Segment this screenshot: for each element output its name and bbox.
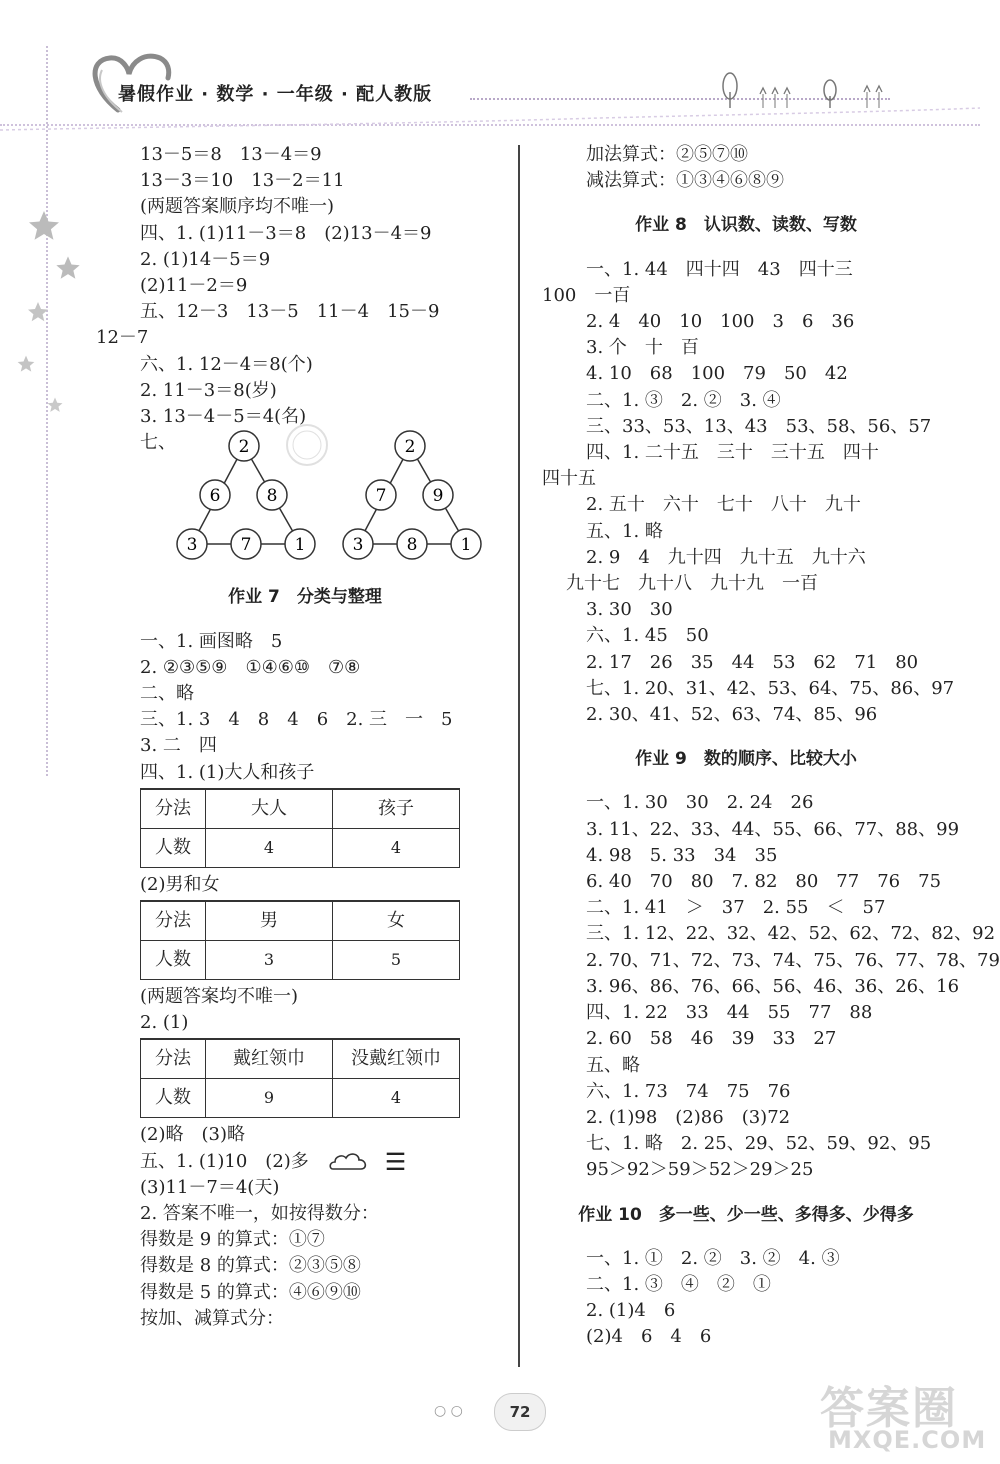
answer-line: (两题答案顺序均不唯一) <box>140 196 335 218</box>
stamp-watermark-icon <box>282 420 332 470</box>
answer-line: 4. 98 5. 33 34 35 <box>586 844 778 866</box>
triangle-number: 8 <box>406 535 418 556</box>
answer-line: 2. 70、71、72、73、74、75、76、77、78、79 <box>586 949 1000 971</box>
table-cell: 4 <box>333 828 460 867</box>
watermark-logo: 答案圈 <box>820 1383 958 1434</box>
triangle-number: 2 <box>404 437 416 458</box>
answer-line: 七、1. 20、31、42、53、64、75、86、97 <box>586 677 955 699</box>
plant-decoration-icon <box>716 70 896 110</box>
answer-line: 七、 <box>140 432 176 454</box>
answer-text: 五、1. (1)10 (2)多 <box>140 1150 309 1172</box>
hw9-answers <box>586 790 1000 1183</box>
answer-line: 2. 4 40 10 100 3 6 36 <box>586 311 855 333</box>
answer-line: 6. 40 70 80 7. 82 80 77 76 75 <box>586 871 942 893</box>
answer-line: 3. 11、22、33、44、55、66、77、88、99 <box>586 818 960 840</box>
answer-line: 3. 96、86、76、66、56、46、36、26、16 <box>586 975 960 997</box>
table-cell: 分法 <box>141 1039 206 1079</box>
answer-line: (2)4 6 4 6 <box>586 1326 712 1348</box>
answer-line: 四十五 <box>542 468 596 490</box>
section-title-hw7: 作业 7 分类与整理 <box>228 587 382 608</box>
answer-line: 4. 10 68 100 79 50 42 <box>586 363 848 385</box>
table-cell: 人数 <box>141 828 206 867</box>
answer-line: 二、略 <box>140 683 194 705</box>
table-cell: 4 <box>333 1079 460 1118</box>
triangle-number: 1 <box>294 535 306 556</box>
answer-line: 2. (1)98 (2)86 (3)72 <box>586 1106 791 1128</box>
answer-line: 3. 个 十 百 <box>586 337 699 359</box>
star-icon <box>16 354 36 374</box>
answer-line: 2. 17 26 35 44 53 62 71 80 <box>586 651 919 673</box>
answer-line: 2. 11－3＝8(岁) <box>140 379 277 401</box>
answer-line: 13－5＝8 13－4＝9 <box>140 144 322 165</box>
answer-line: 95＞92＞59＞52＞29＞25 <box>586 1159 814 1181</box>
triangle-number: 6 <box>209 486 221 507</box>
answer-line: 六、1. 12－4＝8(个) <box>140 353 313 375</box>
answer-line: 二、1. ③ 2. ② 3. ④ <box>586 389 781 411</box>
triangle-number: 3 <box>186 535 198 556</box>
answer-line: 六、1. 45 50 <box>586 625 709 647</box>
left-column <box>96 142 510 1332</box>
classification-table-2 <box>140 900 460 980</box>
answer-line: (2)11－2＝9 <box>140 275 248 297</box>
answer-line: 2. 五十 六十 七十 八十 九十 <box>586 494 861 516</box>
hw10-answers <box>586 1246 966 1351</box>
triangle-number: 3 <box>352 535 364 556</box>
table-cell: 人数 <box>141 1079 206 1118</box>
answer-line: 一、1. 30 30 2. 24 26 <box>586 792 814 814</box>
answer-line: 一、1. ① 2. ② 3. ② 4. ③ <box>586 1247 840 1269</box>
table-cell: 9 <box>206 1079 333 1118</box>
table-cell: 戴红领巾 <box>206 1039 333 1079</box>
classification-table-1 <box>140 788 460 868</box>
answer-line: 七、1. 略 2. 25、29、52、59、92、95 <box>586 1133 932 1155</box>
table-cell: 4 <box>206 828 333 867</box>
answer-line: 得数是 9 的算式：①⑦ <box>140 1229 325 1251</box>
answer-line: 3. 30 30 <box>586 599 673 621</box>
table-cell: 大人 <box>206 789 333 829</box>
right-column <box>542 142 1000 1351</box>
answer-line: (2)略 (3)略 <box>140 1124 245 1146</box>
answer-line: 五、12－3 13－5 11－4 15－9 <box>140 301 440 323</box>
triangle-2 <box>343 431 481 559</box>
weather-answer-line <box>140 1149 510 1175</box>
answer-line: 四、1. 二十五 三十 三十五 四十 <box>586 442 879 464</box>
answer-line: 二、1. ③ ④ ② ① <box>586 1273 771 1295</box>
cloudy-icon <box>327 1149 371 1175</box>
header-title: 暑假作业 · 数学 · 一年级 · 配人教版 <box>118 84 433 105</box>
answer-line: 六、1. 73 74 75 76 <box>586 1080 791 1102</box>
answer-line: 2. ②③⑤⑨ ①④⑥⑩ ⑦⑧ <box>140 656 361 678</box>
answer-line: 3. 二 四 <box>140 735 217 757</box>
page-number-dots: ○ ○ <box>434 1403 463 1419</box>
answer-line: 三、33、53、13、43 53、58、56、57 <box>586 415 932 437</box>
answer-lines-bottom <box>140 1175 510 1332</box>
answer-line: 四、1. (1)11－3＝8 (2)13－4＝9 <box>140 222 432 244</box>
table-cell: 5 <box>333 941 460 980</box>
section-title-hw10: 作业 10 多一些、少一些、多得多、少得多 <box>578 1204 914 1225</box>
table-cell: 孩子 <box>333 789 460 829</box>
answer-line: 一、1. 44 四十四 43 四十三 <box>586 258 853 280</box>
answer-line: (3)11－7＝4(天) <box>140 1176 280 1198</box>
section-title-hw8: 作业 8 认识数、读数、写数 <box>635 215 857 236</box>
table-cell: 3 <box>206 941 333 980</box>
answer-line: 得数是 5 的算式：④⑥⑨⑩ <box>140 1281 361 1303</box>
table-cell: 人数 <box>141 941 206 980</box>
table-cell: 分法 <box>141 789 206 829</box>
answer-line: 二、1. 41 ＞ 37 2. 55 ＜ 57 <box>586 897 886 919</box>
answer-line: 减法算式：①③④⑥⑧⑨ <box>586 170 784 192</box>
answer-line: 九十七 九十八 九十九 一百 <box>566 573 818 595</box>
answer-line: 五、略 <box>586 1054 640 1076</box>
table-cell: 没戴红领巾 <box>333 1039 460 1079</box>
answer-line: 3. 13－4－5＝4(名) <box>140 406 307 428</box>
answer-line: 五、1. 略 <box>586 520 663 542</box>
star-icon <box>26 300 50 324</box>
watermark-url: MXQE.COM <box>828 1426 987 1454</box>
overcast-sign-icon: ☰ <box>384 1147 407 1176</box>
triangle-number: 1 <box>460 535 472 556</box>
column-divider <box>518 145 520 1367</box>
triangle-number: 9 <box>432 486 444 507</box>
page-number: 72 <box>494 1393 546 1431</box>
triangle-number: 7 <box>375 486 387 507</box>
answer-line: (两题答案均不唯一) <box>140 986 299 1008</box>
answer-line: 100 一百 <box>542 284 631 306</box>
answer-line: 2. 9 4 九十四 九十五 九十六 <box>586 546 866 568</box>
answer-line: 2. 30、41、52、63、74、85、96 <box>586 704 878 726</box>
answer-lines-top <box>96 142 510 456</box>
star-icon <box>54 254 82 282</box>
hw8-answers <box>542 257 966 729</box>
table-cell: 分法 <box>141 901 206 941</box>
table-cell: 男 <box>206 901 333 941</box>
answer-line: 2. 答案不唯一，如按得数分： <box>140 1203 379 1225</box>
answer-line: 12－7 <box>96 327 149 349</box>
triangle-number: 7 <box>240 535 252 556</box>
answer-line: (2)男和女 <box>140 873 220 895</box>
star-icon <box>26 208 62 244</box>
answer-line: 13－3＝10 13－2＝11 <box>140 170 345 192</box>
answer-line: 2. (1)14－5＝9 <box>140 248 271 270</box>
table-cell: 女 <box>333 901 460 941</box>
hw7-answers <box>140 629 510 786</box>
answer-line: 加法算式：②⑤⑦⑩ <box>586 144 748 165</box>
answer-line: 四、1. (1)大人和孩子 <box>140 761 315 783</box>
answer-line: 按加、减算式分： <box>140 1307 284 1329</box>
answer-line: 三、1. 3 4 8 4 6 2. 三 一 5 <box>140 709 453 731</box>
answer-line: 2. (1)4 6 <box>586 1300 676 1322</box>
answer-line: 一、1. 画图略 5 <box>140 630 283 652</box>
answer-line: 2. (1) <box>140 1012 189 1034</box>
triangle-number: 2 <box>238 437 250 458</box>
answer-line: 四、1. 22 33 44 55 77 88 <box>586 1002 873 1024</box>
classification-table-3 <box>140 1038 460 1118</box>
star-icon <box>46 396 64 414</box>
answer-line: 得数是 8 的算式：②③⑤⑧ <box>140 1255 361 1277</box>
answer-line: 三、1. 12、22、32、42、52、62、72、82、92 <box>586 923 996 945</box>
answer-line: 2. 60 58 46 39 33 27 <box>586 1028 837 1050</box>
triangle-number: 8 <box>266 486 278 507</box>
section-title-hw9: 作业 9 数的顺序、比较大小 <box>635 749 857 770</box>
